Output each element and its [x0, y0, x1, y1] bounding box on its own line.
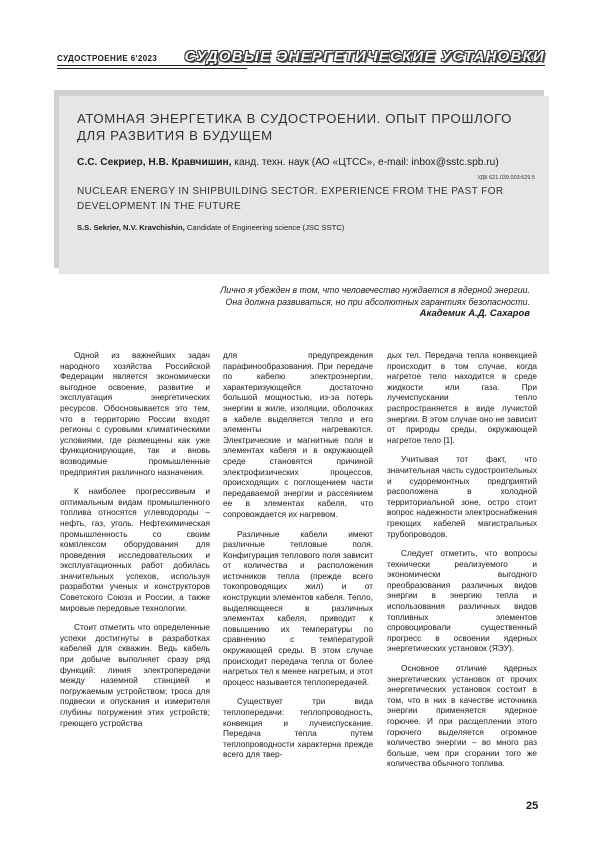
authors-ru [77, 157, 499, 168]
journal-issue: СУДОСТРОЕНИЕ 6'2023 [57, 54, 158, 63]
epigraph-quote: Лично я убежден в том, что человечество нуждается в ядерной энергии. Она должна развиваться, но при абсолютных гарантиях безопасности. [220, 285, 530, 307]
article-title-en: NUCLEAR ENERGY IN SHIPBUILDING SECTOR. EXPERIENCE FROM THE PAST FOR DEVELOPMENT IN THE FUTURE [77, 186, 504, 212]
paragraph: Основное отличие ядерных энергетических установок от прочих энергетических установок состоит в том, что в них в качестве источника энергии применяется ядерное горючее. И при расщеплении этого горючего выделяется огромное количество энергии – во много раз больше, чем при сгорании того же количества обычного топлива. [387, 663, 537, 769]
header-rule-short [57, 68, 247, 69]
paragraph: для предупреждения парафинообразования. При передаче по кабелю электроэнергии, характеризующейся достаточно большой мощностью, из-за потерь энергии в жиле, изоляции, оболочках в кабеле выделяется тепло и его элементы нагреваются. Электрические и магнитные поля в элементах кабеля и в окружающей среде становятся причиной электрофизических процессов, происходящих с поглощением части передаваемой энергии и рассеянием ее в элементах кабеля, что сопровождается их нагревом. [223, 350, 373, 519]
paragraph: Стоит отметить что определенные успехи достигнуты в разработках кабелей для скважин. Ведь кабель при добыче выполняет сразу ряд функций: линия электропередачи между наземной станцией и погружаемым устройством; троса для подвески и опускания и измерителя глубины погружения этих устройств; греющего устройства [60, 622, 210, 728]
section-title: СУДОВЫЕ ЭНЕРГЕТИЧЕСКИЕ УСТАНОВКИ [184, 48, 545, 65]
paragraph: Следует отметить, что вопросы технически реализуемого и экономически выгодного преобразования различных видов энергии в энергию тепла и использования различных видов топливных элементов спровоцировали существенный прогресс в освоении ядерных энергетических установок (ЯЭУ). [387, 548, 537, 654]
text-column-1 [60, 350, 210, 728]
title-box [59, 96, 549, 274]
paragraph: Существует три вида теплопередачи: теплопроводность, конвекция и лучеиспускание. Передача тепла путем теплопроводности характерна прежде всего для твер- [223, 696, 373, 760]
running-header [57, 50, 545, 76]
paragraph: Различные кабели имеют различные тепловые поля. Конфигурация теплового поля зависит от количества и расположения источников тепла (прежде всего токопроводящих жил) и от конструкции элементов кабеля. Тепло, выделяющееся в различных элементах кабеля, приводит к повышению их температуры по сравнению с температурой окружающей среды. В этом случае происходит передача тепла от более нагретых тел к менее нагретым, и этот процесс называется теплопередачей. [223, 528, 373, 687]
authors-en [77, 223, 344, 232]
authors-en-affiliation: Candidate of Engineering science (JSC SSTC) [184, 223, 345, 232]
paragraph: дых тел. Передача тепла конвекцией происходит в том случае, когда нагретое тело находится в среде жидкости или газа. При лучеиспускании тепло распространяется в виде лучистой энергии. В этом случае оно не зависит от природы среды, окружающей нагретое тело [1]. [387, 350, 537, 445]
epigraph [210, 285, 530, 320]
article-title-ru: АТОМНАЯ ЭНЕРГЕТИКА В СУДОСТРОЕНИИ. ОПЫТ ПРОШЛОГО ДЛЯ РАЗВИТИЯ В БУДУЩЕМ [77, 111, 513, 143]
authors-en-names: S.S. Sekrier, N.V. Kravchishin, [77, 223, 185, 232]
epigraph-author: Академик А.Д. Сахаров [419, 308, 530, 319]
text-column-3 [387, 350, 537, 769]
udk-code: УДК 621.039.003:629.5 [477, 175, 535, 181]
header-rule [57, 65, 545, 66]
text-column-2 [223, 350, 373, 760]
paragraph: К наиболее прогрессивным и оптимальным видам промышленного топлива относятся углеводороды – нефть, газ, уголь. Нефтехимическая промышленность со своим комплексом оборудования для проведения исследовательских и эксплуатационных работ добилась значительных успехов, используя разработки ученых и конструкторов Советского Союза и России, а также мировые передовые технологии. [60, 486, 210, 613]
page-number: 25 [526, 800, 539, 812]
authors-ru-affiliation: канд. техн. наук (АО «ЦТСС», e-mail: inbox@sstc.spb.ru) [231, 157, 499, 168]
authors-ru-names: С.С. Секриер, Н.В. Кравчишин, [77, 157, 232, 168]
paragraph: Одной из важнейших задач народного хозяйства Российской Федерации является экономически выгодное освоение, развитие и эксплуатация энергетических ресурсов. Обосновывается это тем, что в территорию России входят регионы с суровыми климатическими условиями, где размещены как уже функционирующие, так и вновь возводимые промышленные предприятия различного назначения. [60, 350, 210, 477]
paragraph: Учитывая тот факт, что значительная часть судостроительных и судоремонтных предприятий расположена в холодной территориальной зоне, остро стоит вопрос надежности электроснабжения греющих кабелей магистральных трубопроводов. [387, 454, 537, 539]
